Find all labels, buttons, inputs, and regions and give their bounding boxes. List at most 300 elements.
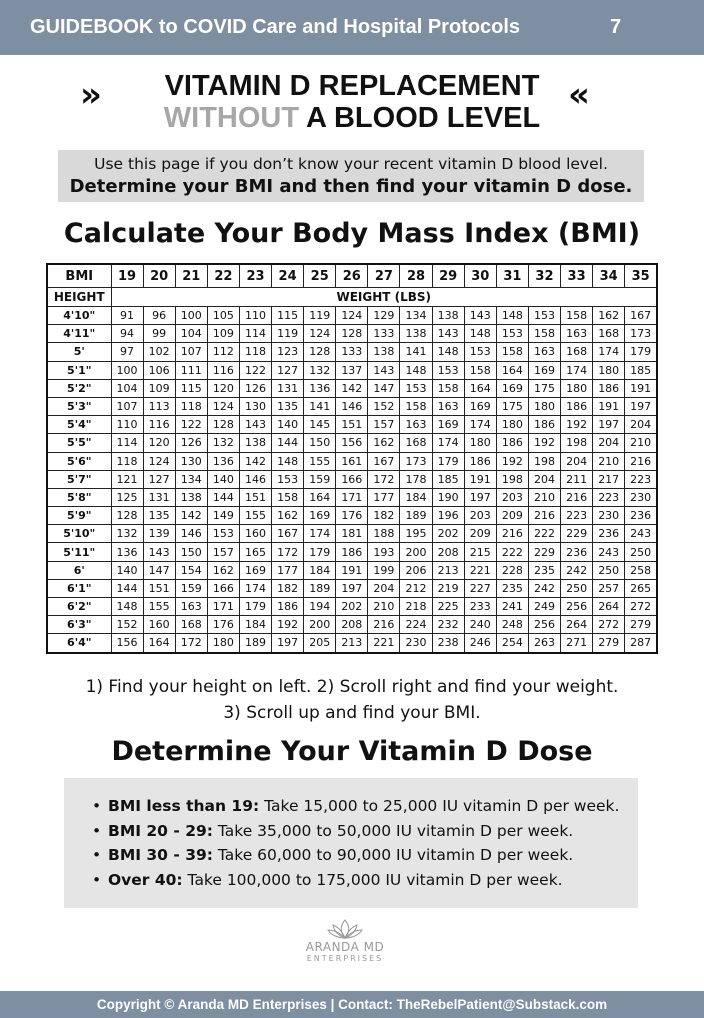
table-row	[47, 452, 657, 470]
weight-cell: 180	[528, 397, 560, 415]
weight-cell: 182	[272, 579, 304, 597]
weight-cell: 242	[561, 561, 593, 579]
height-cell: 6'	[47, 561, 111, 579]
dose-item	[108, 868, 638, 893]
weight-cell: 186	[464, 452, 496, 470]
weight-cell: 156	[336, 434, 368, 452]
weight-cell: 229	[528, 543, 560, 561]
weight-cell: 175	[496, 397, 528, 415]
weight-cell: 142	[175, 507, 207, 525]
bmi-value-header: 26	[336, 264, 368, 288]
weight-cell: 204	[593, 434, 625, 452]
weight-cell: 198	[528, 452, 560, 470]
dose-item	[108, 819, 638, 844]
bmi-value-header: 29	[432, 264, 464, 288]
weight-cell: 172	[368, 470, 400, 488]
weight-cell: 210	[528, 488, 560, 506]
weight-cell: 131	[272, 379, 304, 397]
title-line-2-rest: A BLOOD LEVEL	[299, 102, 541, 134]
weight-cell: 186	[336, 543, 368, 561]
weight-cell: 132	[207, 434, 239, 452]
weight-cell: 192	[496, 452, 528, 470]
weight-cell: 279	[593, 634, 625, 653]
logo-name: ARANDA MD	[305, 940, 385, 954]
weight-cell: 221	[368, 634, 400, 653]
weight-cell: 135	[272, 397, 304, 415]
weight-cell: 157	[207, 543, 239, 561]
weight-cell: 224	[400, 616, 432, 634]
weight-cell: 264	[593, 598, 625, 616]
weight-cell: 173	[400, 452, 432, 470]
weight-cell: 175	[528, 379, 560, 397]
double-chevron-left-icon: «	[568, 75, 590, 115]
weight-cell: 186	[593, 379, 625, 397]
weight-cell: 164	[143, 634, 175, 653]
table-row	[47, 397, 657, 415]
weight-cell: 134	[400, 307, 432, 325]
weight-cell: 204	[368, 579, 400, 597]
weight-cell: 171	[207, 598, 239, 616]
weight-cell: 287	[625, 634, 657, 653]
weight-cell: 150	[175, 543, 207, 561]
height-cell: 5'3"	[47, 397, 111, 415]
weight-cell: 250	[593, 561, 625, 579]
weight-cell: 169	[496, 379, 528, 397]
weight-cell: 212	[400, 579, 432, 597]
table-instructions	[0, 674, 704, 726]
weight-cell: 232	[432, 616, 464, 634]
weight-cell: 135	[143, 507, 175, 525]
company-logo	[300, 918, 390, 982]
weight-cell: 198	[561, 434, 593, 452]
height-cell: 5'1"	[47, 361, 111, 379]
weight-cell: 128	[207, 416, 239, 434]
weight-cell: 107	[111, 397, 143, 415]
instructions-line-1: 1) Find your height on left. 2) Scroll right and find your weight.	[85, 677, 619, 697]
weight-cell: 134	[175, 470, 207, 488]
weight-cell: 180	[561, 379, 593, 397]
weight-cell: 115	[175, 379, 207, 397]
weight-cell: 153	[432, 361, 464, 379]
weight-cell: 162	[207, 561, 239, 579]
weight-cell: 157	[368, 416, 400, 434]
weight-cell: 140	[111, 561, 143, 579]
height-cell: 5'10"	[47, 525, 111, 543]
weight-cell: 153	[400, 379, 432, 397]
bmi-value-header: 25	[304, 264, 336, 288]
bmi-value-header: 32	[528, 264, 560, 288]
page-footer: Copyright © Aranda MD Enterprises | Contact: TheRebelPatient@Substack.com	[0, 991, 704, 1018]
weight-cell: 204	[625, 416, 657, 434]
weight-cell: 246	[464, 634, 496, 653]
weight-cell: 271	[561, 634, 593, 653]
weight-cell: 147	[368, 379, 400, 397]
dose-range-label: Over 40:	[108, 870, 183, 889]
page-title	[0, 70, 704, 132]
weight-cell: 215	[464, 543, 496, 561]
weight-cell: 250	[561, 579, 593, 597]
weight-cell: 186	[496, 434, 528, 452]
dose-text: Take 100,000 to 175,000 IU vitamin D per week.	[182, 870, 563, 889]
weight-cell: 179	[304, 543, 336, 561]
bmi-value-header: 34	[593, 264, 625, 288]
weight-cell: 146	[239, 470, 271, 488]
weight-cell: 112	[207, 343, 239, 361]
weight-cell: 140	[207, 470, 239, 488]
weight-cell: 148	[400, 361, 432, 379]
weight-cell: 197	[625, 397, 657, 415]
weight-cell: 138	[239, 434, 271, 452]
height-cell: 5'6"	[47, 452, 111, 470]
table-row	[47, 343, 657, 361]
weight-cell: 136	[304, 379, 336, 397]
weight-cell: 192	[561, 416, 593, 434]
weight-cell: 149	[207, 507, 239, 525]
weight-cell: 158	[400, 397, 432, 415]
page-header	[0, 0, 704, 55]
table-row	[47, 634, 657, 653]
weight-cell: 186	[561, 397, 593, 415]
weight-cell: 127	[272, 361, 304, 379]
weight-cell: 153	[464, 343, 496, 361]
table-row	[47, 416, 657, 434]
weight-cell: 210	[625, 434, 657, 452]
weight-cell: 120	[207, 379, 239, 397]
weight-cell: 200	[400, 543, 432, 561]
bmi-value-header: 27	[368, 264, 400, 288]
weight-cell: 161	[336, 452, 368, 470]
weight-cell: 190	[432, 488, 464, 506]
weight-cell: 216	[561, 488, 593, 506]
weight-cell: 124	[336, 307, 368, 325]
weight-cell: 148	[432, 343, 464, 361]
weight-cell: 174	[561, 361, 593, 379]
title-line-1: VITAMIN D REPLACEMENT	[164, 70, 540, 102]
weight-cell: 236	[625, 507, 657, 525]
weight-cell: 191	[464, 470, 496, 488]
table-row	[47, 307, 657, 325]
weight-cell: 169	[528, 361, 560, 379]
weight-cell: 133	[336, 343, 368, 361]
weight-cell: 227	[464, 579, 496, 597]
height-cell: 5'5"	[47, 434, 111, 452]
weight-cell: 153	[496, 325, 528, 343]
weight-cell: 138	[368, 343, 400, 361]
double-chevron-right-icon: »	[80, 75, 102, 115]
weight-cell: 263	[528, 634, 560, 653]
weight-cell: 195	[400, 525, 432, 543]
weight-cell: 164	[496, 361, 528, 379]
weight-cell: 223	[593, 488, 625, 506]
weight-cell: 169	[432, 416, 464, 434]
weight-cell: 222	[528, 525, 560, 543]
weight-cell: 168	[175, 616, 207, 634]
weight-cell: 164	[464, 379, 496, 397]
weight-cell: 158	[496, 343, 528, 361]
weight-cell: 197	[272, 634, 304, 653]
weight-cell: 230	[593, 507, 625, 525]
weight-cell: 236	[561, 543, 593, 561]
weight-cell: 153	[272, 470, 304, 488]
weight-cell: 138	[432, 307, 464, 325]
weight-cell: 114	[111, 434, 143, 452]
weight-cell: 194	[304, 598, 336, 616]
weight-cell: 176	[207, 616, 239, 634]
weight-cell: 118	[239, 343, 271, 361]
weight-cell: 257	[593, 579, 625, 597]
weight-cell: 256	[528, 616, 560, 634]
weight-cell: 94	[111, 325, 143, 343]
weight-cell: 177	[368, 488, 400, 506]
weight-cell: 153	[207, 525, 239, 543]
weight-cell: 217	[593, 470, 625, 488]
weight-cell: 186	[528, 416, 560, 434]
weight-cell: 163	[528, 343, 560, 361]
weight-cell: 184	[400, 488, 432, 506]
weight-cell: 202	[336, 598, 368, 616]
bmi-value-header: 31	[496, 264, 528, 288]
weight-cell: 192	[528, 434, 560, 452]
weight-cell: 228	[496, 561, 528, 579]
weight-cell: 184	[239, 616, 271, 634]
bmi-table	[46, 263, 658, 654]
weight-cell: 152	[368, 397, 400, 415]
weight-cell: 128	[336, 325, 368, 343]
dose-range-label: BMI 20 - 29:	[108, 821, 213, 840]
weight-cell: 181	[336, 525, 368, 543]
weight-cell: 233	[464, 598, 496, 616]
weight-cell: 113	[143, 397, 175, 415]
height-cell: 5'4"	[47, 416, 111, 434]
weight-cell: 130	[175, 452, 207, 470]
weight-cell: 104	[175, 325, 207, 343]
weight-cell: 167	[625, 307, 657, 325]
dose-item	[108, 794, 638, 819]
weight-cell: 160	[143, 616, 175, 634]
weight-cell: 155	[143, 598, 175, 616]
weight-cell: 151	[239, 488, 271, 506]
weight-cell: 168	[593, 325, 625, 343]
weight-cell: 179	[239, 598, 271, 616]
weight-cell: 123	[272, 343, 304, 361]
title-line-2	[150, 102, 554, 134]
weight-cell: 121	[111, 470, 143, 488]
weight-label: WEIGHT (LBS)	[111, 288, 657, 307]
weight-cell: 250	[625, 543, 657, 561]
weight-cell: 172	[175, 634, 207, 653]
weight-cell: 166	[207, 579, 239, 597]
weight-cell: 198	[496, 470, 528, 488]
weight-cell: 138	[400, 325, 432, 343]
weight-cell: 136	[111, 543, 143, 561]
weight-cell: 191	[336, 561, 368, 579]
weight-cell: 144	[272, 434, 304, 452]
bmi-value-header: 21	[175, 264, 207, 288]
weight-cell: 138	[175, 488, 207, 506]
table-row	[47, 543, 657, 561]
weight-cell: 146	[336, 397, 368, 415]
weight-cell: 159	[175, 579, 207, 597]
weight-cell: 209	[496, 507, 528, 525]
weight-cell: 102	[143, 343, 175, 361]
weight-cell: 169	[304, 507, 336, 525]
instruction-note	[58, 150, 644, 202]
weight-cell: 203	[464, 507, 496, 525]
weight-cell: 235	[496, 579, 528, 597]
weight-cell: 119	[304, 307, 336, 325]
bmi-value-header: 19	[111, 264, 143, 288]
bmi-value-header: 23	[239, 264, 271, 288]
weight-cell: 111	[175, 361, 207, 379]
weight-cell: 186	[272, 598, 304, 616]
weight-cell: 174	[239, 579, 271, 597]
weight-cell: 168	[561, 343, 593, 361]
dose-item	[108, 843, 638, 868]
table-row	[47, 470, 657, 488]
weight-cell: 218	[400, 598, 432, 616]
weight-cell: 115	[272, 307, 304, 325]
dose-box	[64, 778, 638, 908]
weight-cell: 143	[368, 361, 400, 379]
weight-cell: 148	[272, 452, 304, 470]
title-text	[150, 70, 554, 134]
table-row	[47, 507, 657, 525]
weight-cell: 203	[496, 488, 528, 506]
weight-cell: 158	[561, 307, 593, 325]
weight-cell: 213	[336, 634, 368, 653]
weight-cell: 139	[143, 525, 175, 543]
height-cell: 4'10"	[47, 307, 111, 325]
weight-cell: 174	[593, 343, 625, 361]
weight-cell: 158	[464, 361, 496, 379]
height-cell: 6'1"	[47, 579, 111, 597]
weight-cell: 166	[336, 470, 368, 488]
weight-cell: 144	[111, 579, 143, 597]
weight-cell: 124	[304, 325, 336, 343]
table-row	[47, 325, 657, 343]
weight-cell: 229	[561, 525, 593, 543]
weight-cell: 219	[432, 579, 464, 597]
weight-cell: 191	[625, 379, 657, 397]
weight-cell: 240	[464, 616, 496, 634]
weight-cell: 116	[143, 416, 175, 434]
weight-cell: 216	[528, 507, 560, 525]
height-cell: 5'	[47, 343, 111, 361]
weight-cell: 238	[432, 634, 464, 653]
weight-cell: 242	[528, 579, 560, 597]
note-line-1: Use this page if you don’t know your recent vitamin D blood level.	[94, 155, 608, 173]
weight-cell: 142	[239, 452, 271, 470]
weight-cell: 145	[304, 416, 336, 434]
weight-cell: 189	[304, 579, 336, 597]
weight-cell: 180	[496, 416, 528, 434]
weight-cell: 126	[175, 434, 207, 452]
weight-cell: 180	[593, 361, 625, 379]
weight-cell: 155	[304, 452, 336, 470]
weight-cell: 249	[528, 598, 560, 616]
weight-cell: 162	[272, 507, 304, 525]
weight-cell: 208	[432, 543, 464, 561]
weight-cell: 168	[400, 434, 432, 452]
weight-cell: 204	[528, 470, 560, 488]
weight-cell: 127	[143, 470, 175, 488]
weight-cell: 158	[528, 325, 560, 343]
weight-cell: 143	[143, 543, 175, 561]
weight-cell: 179	[625, 343, 657, 361]
dose-range-label: BMI less than 19:	[108, 797, 260, 815]
weight-cell: 148	[496, 307, 528, 325]
dose-heading: Determine Your Vitamin D Dose	[111, 736, 593, 767]
weight-cell: 120	[143, 434, 175, 452]
weight-cell: 107	[175, 343, 207, 361]
weight-cell: 179	[432, 452, 464, 470]
weight-cell: 204	[561, 452, 593, 470]
weight-cell: 167	[272, 525, 304, 543]
table-row	[47, 379, 657, 397]
weight-cell: 221	[464, 561, 496, 579]
weight-cell: 230	[625, 488, 657, 506]
table-row	[47, 488, 657, 506]
weight-cell: 154	[175, 561, 207, 579]
weight-cell: 189	[400, 507, 432, 525]
weight-cell: 202	[432, 525, 464, 543]
height-cell: 5'11"	[47, 543, 111, 561]
weight-cell: 193	[368, 543, 400, 561]
weight-cell: 174	[464, 416, 496, 434]
weight-cell: 150	[304, 434, 336, 452]
weight-cell: 206	[400, 561, 432, 579]
weight-cell: 152	[111, 616, 143, 634]
weight-cell: 140	[272, 416, 304, 434]
table-row	[47, 525, 657, 543]
height-label: HEIGHT	[47, 288, 111, 307]
weight-cell: 163	[561, 325, 593, 343]
weight-cell: 223	[625, 470, 657, 488]
weight-cell: 180	[207, 634, 239, 653]
weight-cell: 143	[464, 307, 496, 325]
weight-cell: 114	[239, 325, 271, 343]
weight-cell: 185	[432, 470, 464, 488]
weight-cell: 248	[496, 616, 528, 634]
weight-cell: 189	[239, 634, 271, 653]
table-row	[47, 434, 657, 452]
weight-cell: 210	[368, 598, 400, 616]
table-row	[47, 361, 657, 379]
bmi-heading: Calculate Your Body Mass Index (BMI)	[63, 218, 641, 249]
weight-cell: 122	[239, 361, 271, 379]
dose-range-label: BMI 30 - 39:	[108, 846, 213, 864]
weight-cell: 125	[111, 488, 143, 506]
weight-cell: 213	[432, 561, 464, 579]
weight-cell: 169	[464, 397, 496, 415]
height-cell: 6'3"	[47, 616, 111, 634]
weight-cell: 279	[625, 616, 657, 634]
weight-cell: 176	[336, 507, 368, 525]
weight-cell: 158	[432, 379, 464, 397]
bmi-value-header: 22	[207, 264, 239, 288]
weight-cell: 146	[175, 525, 207, 543]
table-row	[47, 616, 657, 634]
weight-cell: 173	[625, 325, 657, 343]
weight-cell: 164	[304, 488, 336, 506]
weight-cell: 254	[496, 634, 528, 653]
weight-cell: 142	[336, 379, 368, 397]
weight-cell: 163	[175, 598, 207, 616]
weight-cell: 119	[272, 325, 304, 343]
weight-cell: 122	[175, 416, 207, 434]
weight-cell: 230	[400, 634, 432, 653]
table-row	[47, 579, 657, 597]
